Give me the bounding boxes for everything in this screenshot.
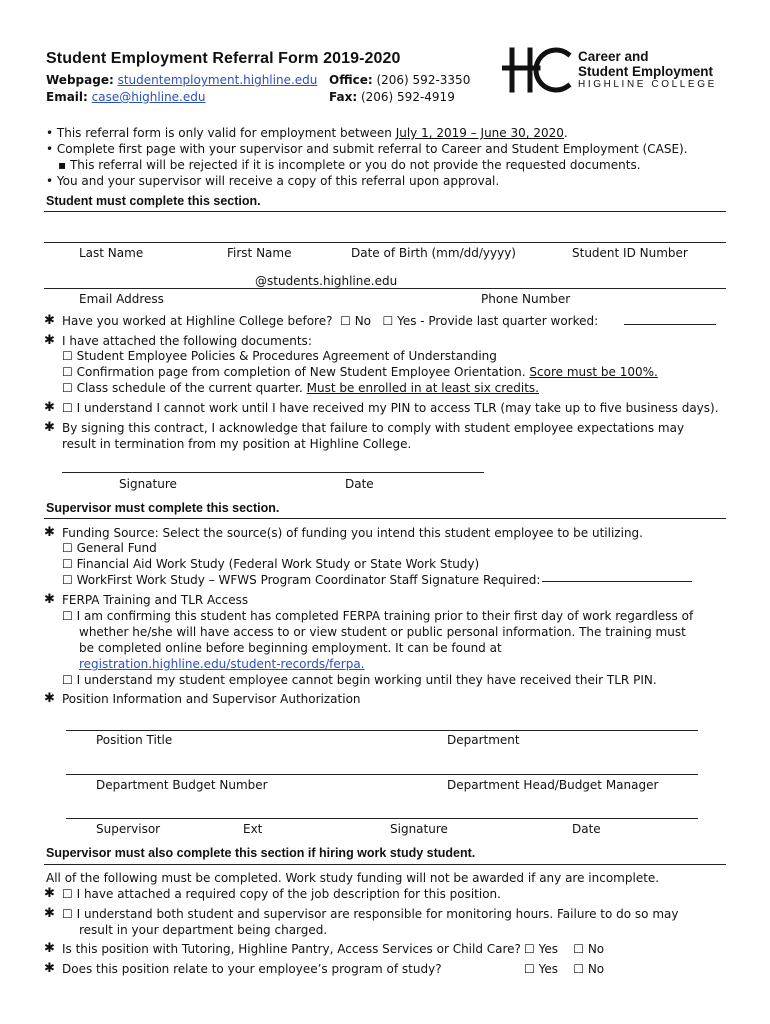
required-star-icon: ✱ [44,961,55,976]
last-name-label: Last Name [79,246,144,260]
required-star-icon: ✱ [44,886,55,901]
general-fund-checkbox[interactable]: ☐ [62,541,73,555]
logo-college: HIGHLINE COLLEGE [578,79,717,90]
supervisor-signature-label: Signature [390,822,448,836]
funding-source-label: Funding Source: Select the source(s) of funding you intend this student employee to be utilizing. [62,526,643,540]
required-star-icon: ✱ [44,333,55,348]
email-address-label: Email Address [79,292,164,306]
monitor-hours-checkbox[interactable]: ☐ [62,907,73,921]
page-title: Student Employment Referral Form 2019-2020 [46,50,401,67]
funding-item-2: ☐ Financial Aid Work Study (Federal Work Study or State Work Study) [62,557,480,571]
student-section-heading: Student must complete this section. [46,194,261,208]
logo-text: Career and Student Employment [578,49,714,79]
required-star-icon: ✱ [44,592,55,607]
doc-item-3: ☐ Class schedule of the current quarter. Must be enrolled in at least six credits. [62,381,539,395]
dept-head-label: Department Head/Budget Manager [447,778,659,792]
workstudy-question-1: Is this position with Tutoring, Highline Pantry, Access Services or Child Care? [62,942,521,956]
ferpa-item-2: ☐ I understand my student employee cannot begin working until they have received their TLR PIN. [62,673,657,687]
budget-field-line[interactable] [66,774,698,775]
q1-options: ☐ Yes ☐ No [524,942,605,956]
worked-before-question: Have you worked at Highline College before? ☐ No ☐ Yes - Provide last quarter worked: [62,314,599,328]
ferpa-item-1: ☐ I am confirming this student has completed FERPA training prior to their first day of work regardless of [62,609,694,623]
doc1-checkbox[interactable]: ☐ [62,349,73,363]
wfws-signature-field[interactable] [542,581,692,582]
pin-checkbox[interactable]: ☐ [62,401,73,415]
divider [44,211,726,212]
divider [44,518,726,519]
worked-no-checkbox[interactable]: ☐ [340,314,351,328]
q1-no-checkbox[interactable]: ☐ [573,942,584,956]
supervisor-date-label: Date [572,822,601,836]
funding-item-1: ☐ General Fund [62,541,157,555]
ferpa-item-1-line2: whether he/she will have access to or view student or public personal information. The training must [79,625,686,639]
name-field-line[interactable] [44,242,726,243]
workstudy-item-2-line2: result in your department being charged. [79,923,328,937]
doc-item-1: ☐ Student Employee Policies & Procedures Agreement of Understanding [62,349,497,363]
signature-field-line[interactable] [62,472,484,473]
phone-label: Phone Number [481,292,571,306]
ext-label: Ext [243,822,263,836]
workstudy-question-2: Does this position relate to your employee’s program of study? [62,962,442,976]
webpage-line: Webpage: studentemployment.highline.edu [46,73,318,87]
intro-sub-bullet: ▪ This referral will be rejected if it is incomplete or you do not provide the requested documents. [58,158,641,172]
supervisor-section-heading: Supervisor must complete this section. [46,501,280,515]
intro-bullet-3: • You and your supervisor will receive a copy of this referral upon approval. [46,174,500,188]
intro-bullet-2: • Complete first page with your supervisor and submit referral to Career and Student Employment (CASE). [46,142,688,156]
doc2-checkbox[interactable]: ☐ [62,365,73,379]
ferpa-label: FERPA Training and TLR Access [62,593,249,607]
required-star-icon: ✱ [44,525,55,540]
department-label: Department [447,733,520,747]
email-field-line[interactable] [44,288,726,289]
doc-item-2: ☐ Confirmation page from completion of New Student Employee Orientation. Score must be 100%. [62,365,658,379]
date-label: Date [345,477,374,491]
supervisor-label: Supervisor [96,822,161,836]
funding-item-3: ☐ WorkFirst Work Study – WFWS Program Coordinator Staff Signature Required: [62,573,541,587]
tlr-pin-checkbox[interactable]: ☐ [62,673,73,687]
position-info-label: Position Information and Supervisor Authorization [62,692,361,706]
financial-aid-checkbox[interactable]: ☐ [62,557,73,571]
dob-label: Date of Birth (mm/dd/yyyy) [351,246,516,260]
q2-options: ☐ Yes ☐ No [524,962,605,976]
first-name-label: First Name [227,246,292,260]
signing-statement-1: By signing this contract, I acknowledge that failure to comply with student employee expectations may [62,421,685,435]
workstudy-section-heading: Supervisor must also complete this section if hiring work study student. [46,846,476,860]
email-line: Email: case@highline.edu [46,90,206,104]
position-field-line[interactable] [66,730,698,731]
ferpa-item-1-line3: be completed online before beginning employment. It can be found at [79,641,502,655]
required-star-icon: ✱ [44,906,55,921]
webpage-link[interactable]: studentemployment.highline.edu [117,73,318,87]
job-description-checkbox[interactable]: ☐ [62,887,73,901]
workstudy-item-1: ☐ I have attached a required copy of the job description for this position. [62,887,501,901]
workstudy-all-required: All of the following must be completed. Work study funding will not be awarded if any are incomplete. [46,871,660,885]
ferpa-checkbox[interactable]: ☐ [62,609,73,623]
workstudy-item-2: ☐ I understand both student and supervisor are responsible for monitoring hours. Failure to do so may [62,907,679,921]
doc3-checkbox[interactable]: ☐ [62,381,73,395]
required-star-icon: ✱ [44,941,55,956]
signing-statement-2: result in termination from my position at Highline College. [62,437,412,451]
budget-number-label: Department Budget Number [96,778,268,792]
supervisor-field-line[interactable] [66,818,698,819]
worked-yes-checkbox[interactable]: ☐ [382,314,394,328]
required-star-icon: ✱ [44,400,55,415]
student-id-label: Student ID Number [572,246,688,260]
email-link[interactable]: case@highline.edu [91,90,206,104]
q1-yes-checkbox[interactable]: ☐ [524,942,535,956]
pin-statement: ☐ I understand I cannot work until I have received my PIN to access TLR (may take up to five business days). [62,401,719,415]
q2-yes-checkbox[interactable]: ☐ [524,962,535,976]
workfirst-checkbox[interactable]: ☐ [62,573,73,587]
required-star-icon: ✱ [44,420,55,435]
q2-no-checkbox[interactable]: ☐ [573,962,584,976]
signature-label: Signature [119,477,177,491]
attached-docs-label: I have attached the following documents: [62,334,312,348]
position-title-label: Position Title [96,733,173,747]
ferpa-link[interactable]: registration.highline.edu/student-records/ferpa. [79,657,365,671]
office-line: Office: (206) 592-3350 [329,73,471,87]
ferpa-link-line [79,657,365,671]
required-star-icon: ✱ [44,313,55,328]
required-star-icon: ✱ [44,691,55,706]
last-quarter-field[interactable] [624,324,716,325]
intro-bullet-1: • This referral form is only valid for employment between July 1, 2019 – June 30, 2020. [46,126,568,140]
email-domain: @students.highline.edu [255,274,398,288]
fax-line: Fax: (206) 592-4919 [329,90,455,104]
hc-logo-icon [502,44,572,94]
divider [44,864,726,865]
